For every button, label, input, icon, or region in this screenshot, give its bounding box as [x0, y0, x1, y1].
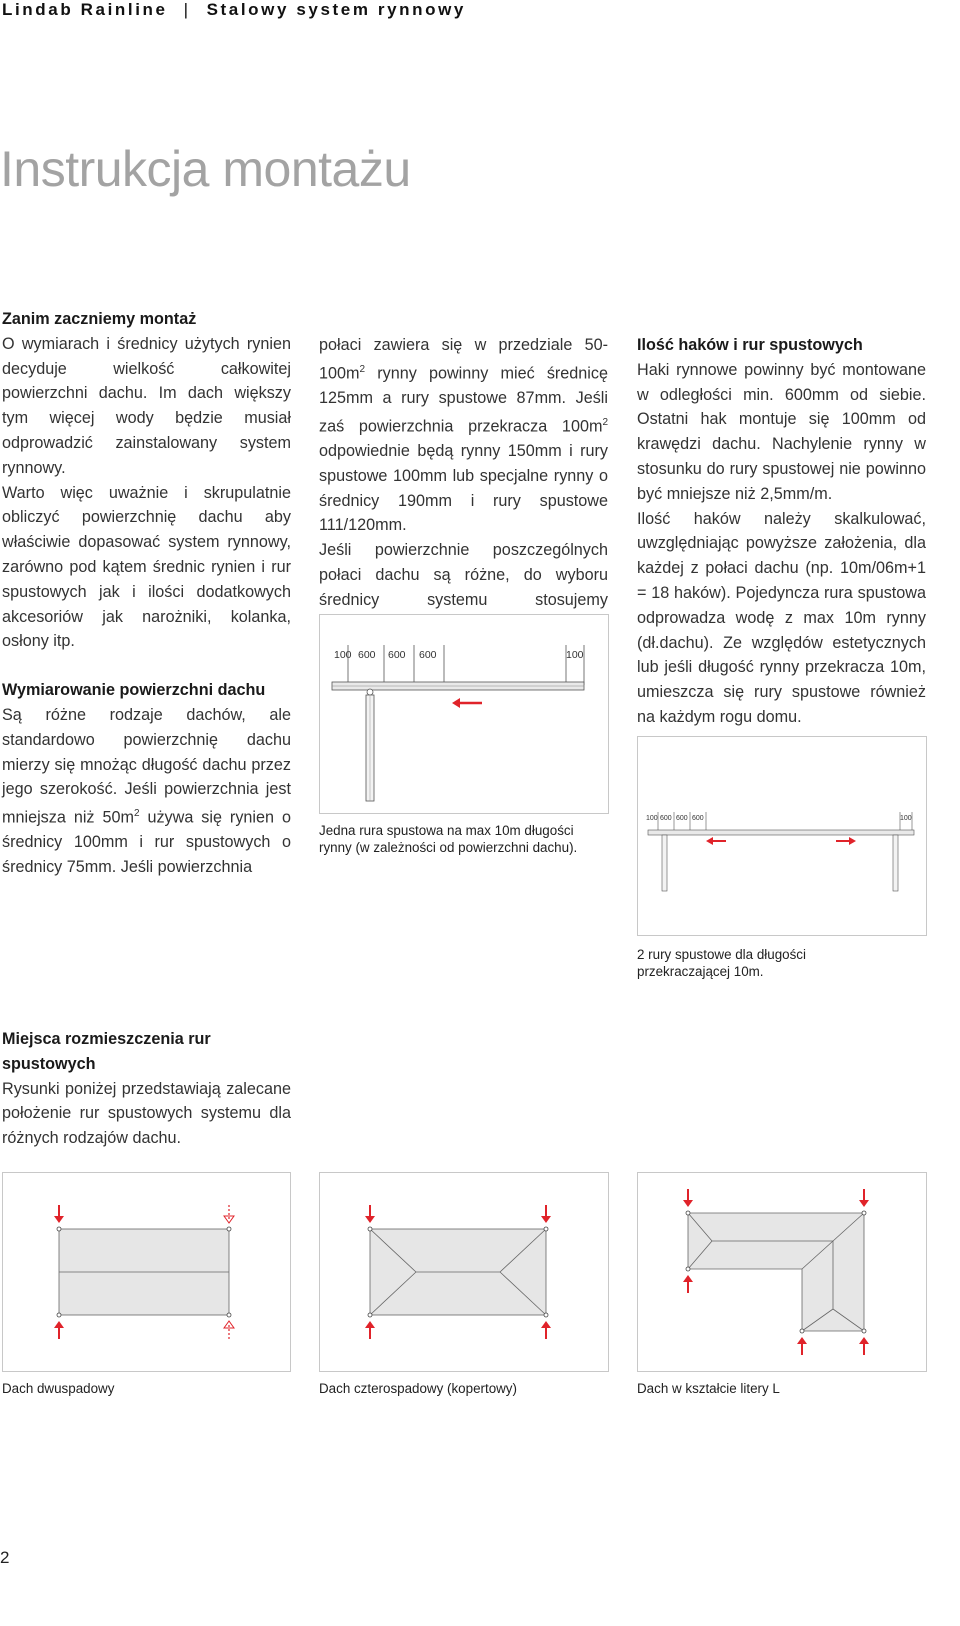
figure-caption: Dach dwuspadowy — [2, 1381, 115, 1396]
figure-two-downpipes — [637, 736, 927, 936]
downpipe-arrow — [683, 1275, 693, 1293]
header-separator: | — [183, 0, 191, 19]
dim-label: 600 — [419, 649, 437, 661]
l-roof-diagram — [638, 1173, 926, 1371]
brand-name: Lindab Rainline — [2, 0, 168, 19]
section-paragraph: Haki rynnowe powinny być montowane w odległości min. 600mm od siebie. Ostatni hak montuje się 100mm od krawędzi dachu. Nachylenie rynny w stosunku do rury spustowej nie powinno być mniejsze niż 2,5mm/m. — [637, 360, 926, 503]
section-heading-start: Zanim zaczniemy montaż — [2, 310, 197, 328]
dim-label: 600 — [358, 649, 376, 661]
gable-roof-diagram — [3, 1173, 290, 1371]
column-left — [2, 307, 291, 880]
figure-caption: Dach w kształcie litery L — [637, 1381, 780, 1396]
figure-one-downpipe — [319, 614, 609, 814]
figure-gable-roof — [2, 1172, 291, 1372]
downpipe-arrow — [54, 1205, 64, 1223]
section-heading-placement: Miejsca rozmieszczenia rur spustowych — [2, 1030, 211, 1073]
column-right — [637, 333, 926, 730]
page-title: Instrukcja montażu — [0, 141, 411, 197]
section-paragraph: Rysunki poniżej przedstawiają zalecane położenie rur spustowych systemu dla różnych rodzajów dachu. — [2, 1079, 291, 1148]
downpipe-arrow — [365, 1321, 375, 1339]
gutter-diagram — [638, 737, 926, 935]
header-subtitle: Stalowy system rynnowy — [206, 0, 466, 19]
section-paragraph: Są różne rodzaje dachów, ale standardowo powierzchnię dachu mierzy się mnożąc długość dachu przez jego szerokość. Jeśli powierzchnia jest mniejsza niż $50m^2$ używa się rynien o średnicy 100mm i rur spustowych o średnicy 75mm. Jeśli powierzchnia — [2, 705, 291, 877]
downpipe-arrow — [797, 1337, 807, 1355]
flow-arrow — [452, 698, 482, 708]
figure-caption: 2 rury spustowe dla długości przekraczającej 10m. — [637, 947, 806, 979]
flow-arrow — [706, 837, 726, 845]
gutter-diagram — [320, 615, 608, 813]
optional-downpipe-arrow — [224, 1321, 234, 1339]
figure-caption: Jedna rura spustowa na max 10m długości rynny (w zależności od powierzchni dachu). — [319, 823, 578, 855]
hip-roof-diagram — [320, 1173, 608, 1371]
dim-label: 600 — [660, 815, 672, 822]
column-middle — [319, 333, 608, 637]
dim-label: 100 — [334, 649, 352, 661]
dim-label: 600 — [676, 815, 688, 822]
section-heading-hooks: Ilość haków i rur spustowych — [637, 336, 863, 354]
downpipe-arrow — [683, 1189, 693, 1207]
section-paragraph: Jeśli powierzchnie poszczególnych połaci dachu są różne, do wyboru średnicy systemu stosujemy — [319, 541, 608, 609]
figure-l-shaped-roof — [637, 1172, 927, 1372]
dim-label: 600 — [692, 815, 704, 822]
downpipe-arrow — [365, 1205, 375, 1223]
dim-label: 600 — [388, 649, 406, 661]
running-header — [2, 0, 466, 20]
optional-downpipe-arrow — [224, 1205, 234, 1223]
figure-hip-roof — [319, 1172, 609, 1372]
section-heading-measure: Wymiarowanie powierzchni dachu — [2, 681, 266, 700]
section-paragraph: O wymiarach i średnicy użytych rynien decyduje wielkość całkowitej powierzchni dachu. Im dach większy tym więcej wody będzie musiał odprowadzić zainstalowany system rynnowy. — [2, 334, 291, 477]
page-number: 2 — [0, 1548, 10, 1567]
section-paragraph: połaci zawiera się w przedziale $50-100m^2$ rynny powinny mieć średnicę 125mm a rury spustowe 87mm. Jeśli zaś powierzchnia przekracza $100m^2$ odpowiednie będą rynny 150mm i rury spustowe 100mm lub specjalne rynny o średnicy 190mm i rury spustowe 111/120mm. — [319, 336, 608, 535]
section-paragraph: Warto więc uważnie i skrupulatnie obliczyć powierzchnię dachu aby właściwie dopasować system rynnowy, zarówno pod kątem średnic rynien i rur spustowych jak i ilości dodatkowych akcesoriów jak narożniki, kolanka, osłony itp. — [2, 483, 291, 651]
downpipe-arrow — [541, 1321, 551, 1339]
figure-caption: Dach czterospadowy (kopertowy) — [319, 1381, 517, 1396]
dim-label: 100 — [900, 815, 912, 822]
dim-label: 100 — [566, 649, 584, 661]
downpipe-arrow — [859, 1189, 869, 1207]
section-placement — [2, 1027, 291, 1151]
dim-label: 100 — [646, 815, 658, 822]
downpipe-arrow — [859, 1337, 869, 1355]
flow-arrow — [836, 837, 856, 845]
section-paragraph: Ilość haków należy skalkulować, uwzględniając powyższe założenia, dla każdej z połaci dachu (np. 10m/06m+1 = 18 haków). Pojedyncza rura spustowa odprowadza wodę z max 10m rynny (dł.dachu). Ze względów estetycznych lub jeśli długość rynny przekracza 10m, umieszcza się rury spustowe również na każdym rogu domu. — [637, 509, 926, 726]
downpipe-arrow — [541, 1205, 551, 1223]
downpipe-arrow — [54, 1321, 64, 1339]
